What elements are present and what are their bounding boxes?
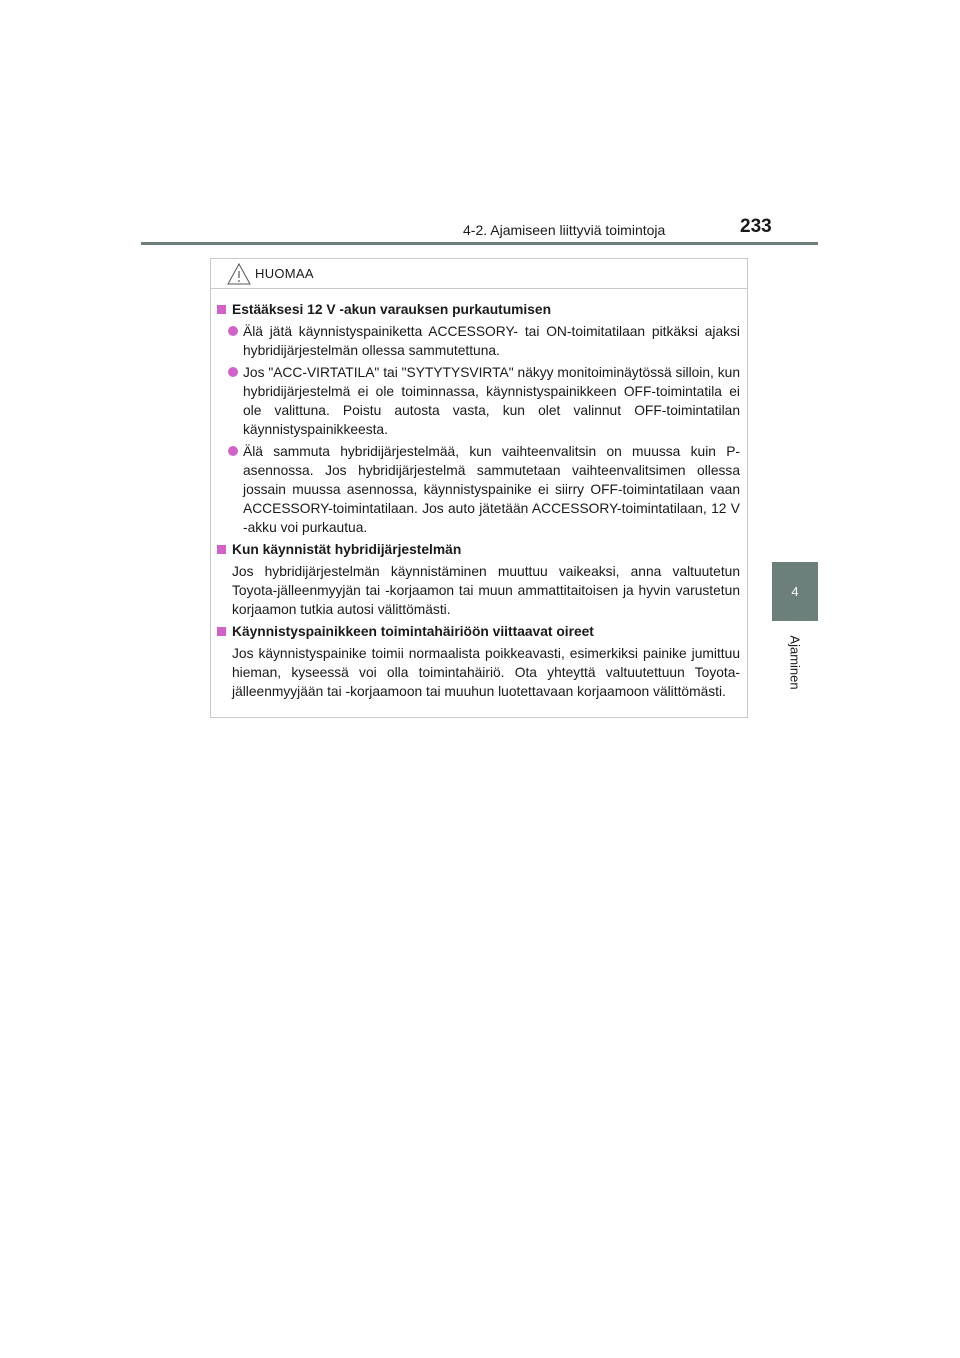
circle-bullet-icon: [228, 367, 238, 377]
section-title-text: Käynnistyspainikkeen toimintahäiriöön viittaavat oireet: [232, 624, 594, 639]
list-item-text: Älä jätä käynnistyspainiketta ACCESSORY- tai ON-toimitatilaan pitkäksi ajaksi hybridijärjestelmän ollessa sammutettuna.: [243, 324, 740, 358]
chapter-label-box: [772, 628, 818, 696]
list-item: [215, 322, 740, 360]
circle-bullet-icon: [228, 326, 238, 336]
section-paragraph: Jos hybridijärjestelmän käynnistäminen muuttuu vaikeaksi, anna valtuutetun Toyota-jälleenmyyjän tai -korjaamon tai muun ammattitaitoisen ja hyvin varustetun korjaamon tutkia autosi välittömästi.: [232, 564, 740, 617]
section-title: [215, 300, 740, 319]
section-title-text: Estääksesi 12 V -akun varauksen purkautumisen: [232, 302, 552, 317]
section-title: [215, 540, 740, 559]
page-number: 233: [740, 216, 772, 237]
notice-body: [211, 289, 747, 701]
square-bullet-icon: [217, 305, 226, 314]
list-item-text: Jos "ACC-VIRTATILA" tai "SYTYTYSVIRTA" näkyy monitoiminäytössä silloin, kun hybridijärjestelmä ei ole toiminnassa, käynnistyspainikkeen OFF-toimintatila ei ole valittuna. Poistu autosta vasta, kun olet valinnut OFF-toimintatilan käynnistyspainikkeesta.: [243, 365, 740, 437]
section-paragraph: Jos käynnistyspainike toimii normaalista poikkeavasti, esimerkiksi painike jumittuu hieman, kyseessä voi olla toimintahäiriö. Ota yhteyttä valtuutettuun Toyota-jälleenmyyjään tai -korjaamoon tai muuhun luotettavaan korjaamoon välittömästi.: [232, 646, 740, 699]
circle-bullet-icon: [228, 446, 238, 456]
list-item: [215, 363, 740, 439]
chapter-label: Ajaminen: [787, 634, 803, 690]
notice-title: HUOMAA: [255, 266, 314, 281]
section-title: [215, 622, 740, 641]
chapter-tab: [772, 562, 818, 621]
header-rule: [141, 242, 818, 245]
square-bullet-icon: [217, 545, 226, 554]
chapter-number: 4: [791, 584, 799, 599]
section-title-text: Kun käynnistät hybridijärjestelmän: [232, 542, 462, 557]
notice-header: [211, 259, 747, 289]
section-heading: 4-2. Ajamiseen liittyviä toimintoja: [463, 222, 666, 238]
list-item: [215, 442, 740, 537]
warning-triangle-icon: [227, 263, 251, 285]
square-bullet-icon: [217, 627, 226, 636]
notice-box: [210, 258, 748, 718]
list-item-text: Älä sammuta hybridijärjestelmää, kun vaihteenvalitsin on muussa kuin P-asennossa. Jos hybridijärjestelmä sammutetaan vaihteenvalitsimen ollessa jossain muussa asennossa, käynnistyspainike ei siirry OFF-toimintatilaan vaan ACCESSORY-toimintatilaan. Jos auto jätetään ACCESSORY-toimintatilaan, 12 V -akku voi purkautua.: [243, 444, 740, 535]
